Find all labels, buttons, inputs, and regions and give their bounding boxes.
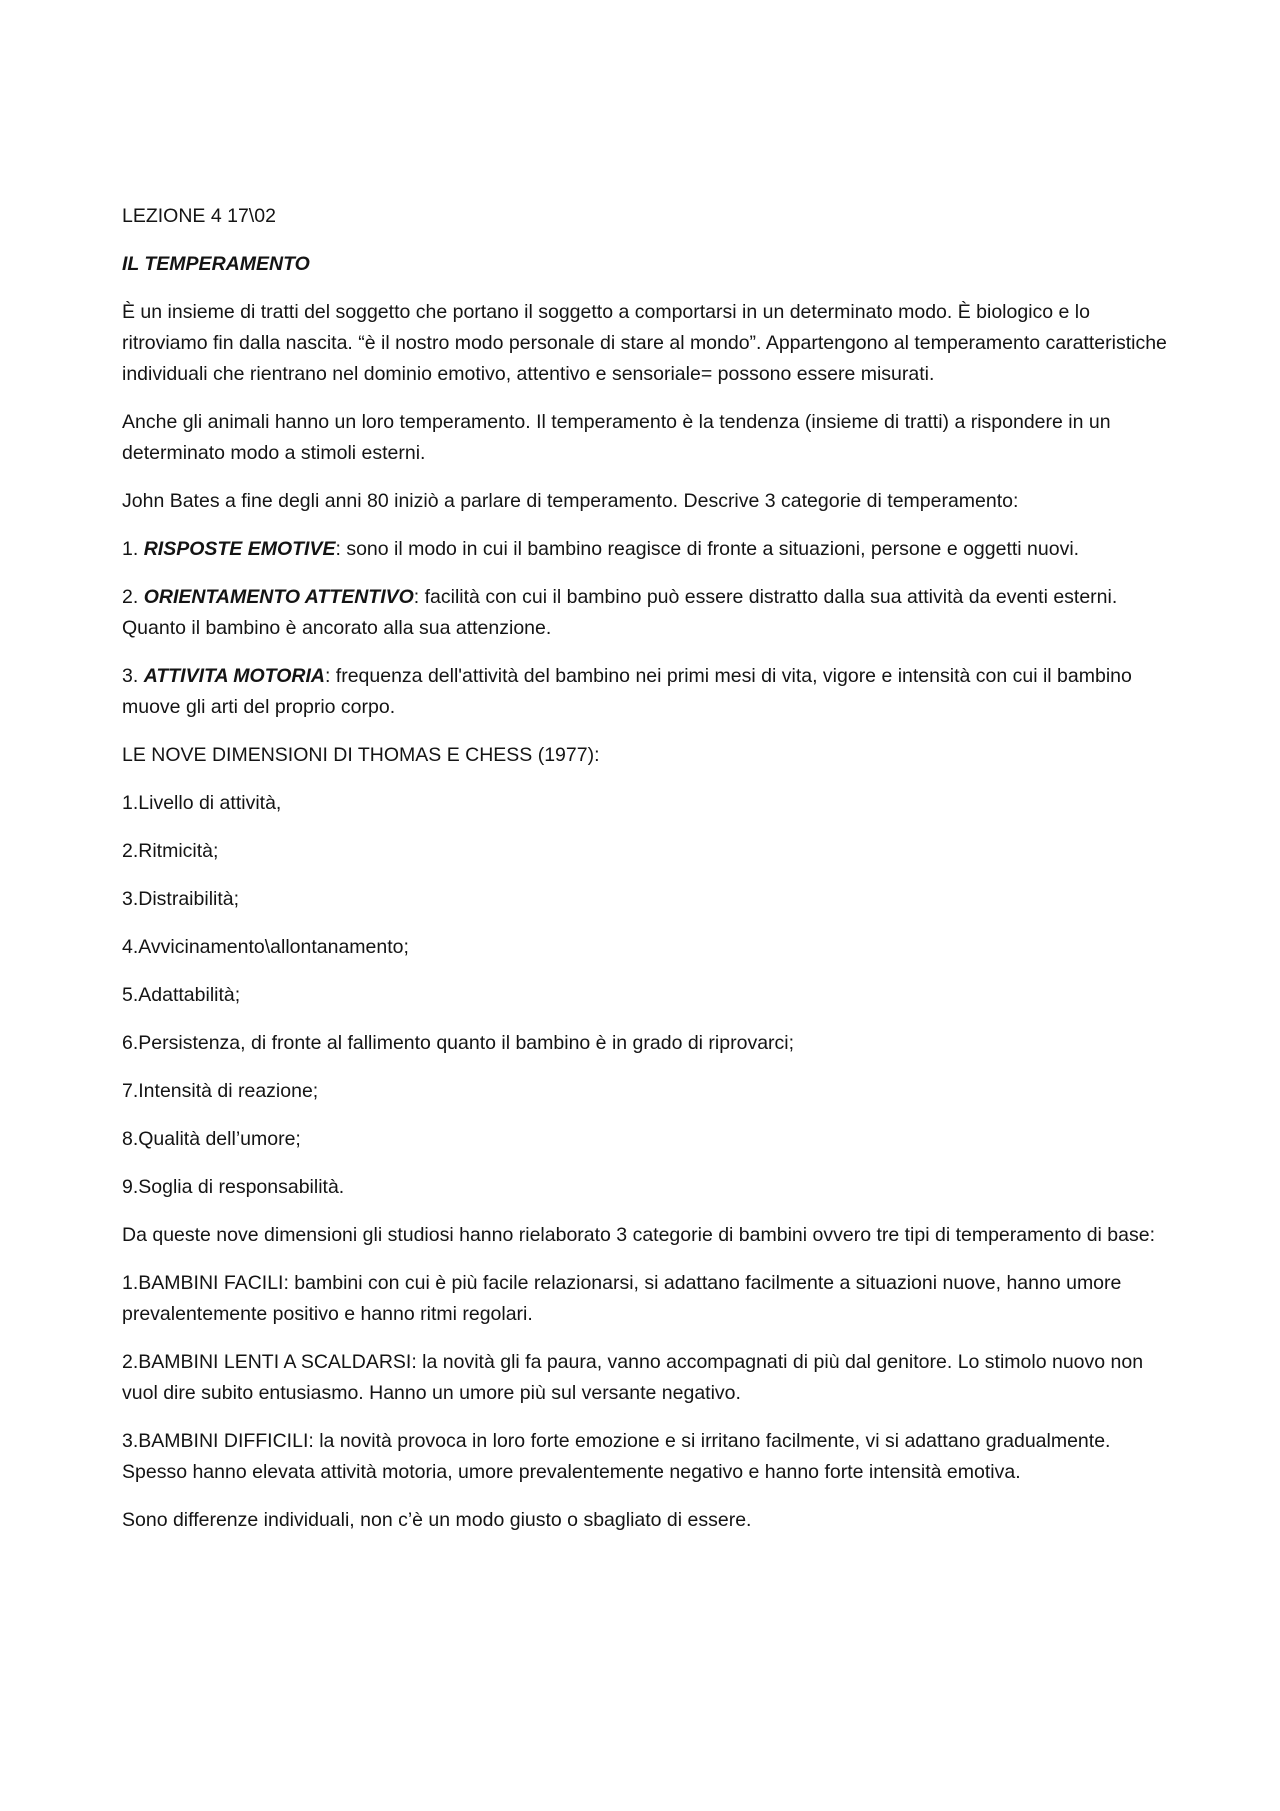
intro-paragraph: È un insieme di tratti del soggetto che portano il soggetto a comportarsi in un determinato modo. È biologico e lo ritroviamo fin dalla nascita. “è il nostro modo personale di stare al mondo”. Appartengono al temperamento caratteristiche individuali che rientrano nel dominio emotivo, attentivo e sensoriale= possono essere misurati.	[122, 301, 1167, 385]
item-number: 1.	[122, 538, 144, 560]
dimension-item: 3.Distraibilità;	[122, 888, 240, 910]
item-number: 2.	[122, 586, 144, 608]
bates-category-item	[122, 661, 1172, 723]
bates-category-item	[122, 534, 1172, 565]
lesson-heading: LEZIONE 4 17\02	[122, 205, 276, 227]
dimension-item: 6.Persistenza, di fronte al fallimento quanto il bambino è in grado di riprovarci;	[122, 1032, 795, 1054]
document-page	[122, 201, 1172, 1553]
section-title: IL TEMPERAMENTO	[122, 253, 310, 275]
bates-paragraph: John Bates a fine degli anni 80 iniziò a parlare di temperamento. Descrive 3 categorie di temperamento:	[122, 490, 1019, 512]
item-term: ATTIVITA MOTORIA	[143, 665, 325, 687]
item-text: : facilità con cui il bambino può essere distratto dalla sua attività da eventi esterni. Quanto il bambino è ancorato alla sua attenzione.	[122, 586, 1118, 639]
types-intro-paragraph: Da queste nove dimensioni gli studiosi hanno rielaborato 3 categorie di bambini ovvero tre tipi di temperamento di base:	[122, 1224, 1156, 1246]
thomas-chess-heading: LE NOVE DIMENSIONI DI THOMAS E CHESS (1977):	[122, 744, 600, 766]
dimension-item: 9.Soglia di responsabilità.	[122, 1176, 345, 1198]
dimension-item: 1.Livello di attività,	[122, 792, 282, 814]
dimension-item: 7.Intensità di reazione;	[122, 1080, 319, 1102]
child-type-item: 2.BAMBINI LENTI A SCALDARSI: la novità gli fa paura, vanno accompagnati di più dal genitore. Lo stimolo nuovo non vuol dire subito entusiasmo. Hanno un umore più sul versante negativo.	[122, 1351, 1144, 1404]
animals-paragraph: Anche gli animali hanno un loro temperamento. Il temperamento è la tendenza (insieme di tratti) a rispondere in un determinato modo a stimoli esterni.	[122, 411, 1111, 464]
item-text: : frequenza dell'attività del bambino nei primi mesi di vita, vigore e intensità con cui il bambino muove gli arti del proprio corpo.	[122, 665, 1132, 718]
dimension-item: 5.Adattabilità;	[122, 984, 241, 1006]
item-number: 3.	[122, 665, 144, 687]
bates-category-item	[122, 582, 1172, 644]
child-type-item: 3.BAMBINI DIFFICILI: la novità provoca in loro forte emozione e si irritano facilmente, vi si adattano gradualmente. Spesso hanno elevata attività motoria, umore prevalentemente negativo e hanno forte intensità emotiva.	[122, 1430, 1111, 1483]
dimension-item: 8.Qualità dell’umore;	[122, 1128, 301, 1150]
child-type-item: 1.BAMBINI FACILI: bambini con cui è più facile relazionarsi, si adattano facilmente a situazioni nuove, hanno umore prevalentemente positivo e hanno ritmi regolari.	[122, 1272, 1122, 1325]
dimension-item: 4.Avvicinamento\allontanamento;	[122, 936, 409, 958]
item-text: : sono il modo in cui il bambino reagisce di fronte a situazioni, persone e oggetti nuovi.	[335, 538, 1080, 560]
dimension-item: 2.Ritmicità;	[122, 840, 219, 862]
item-term: RISPOSTE EMOTIVE	[143, 538, 336, 560]
item-term: ORIENTAMENTO ATTENTIVO	[143, 586, 414, 608]
closing-paragraph: Sono differenze individuali, non c’è un modo giusto o sbagliato di essere.	[122, 1509, 752, 1531]
